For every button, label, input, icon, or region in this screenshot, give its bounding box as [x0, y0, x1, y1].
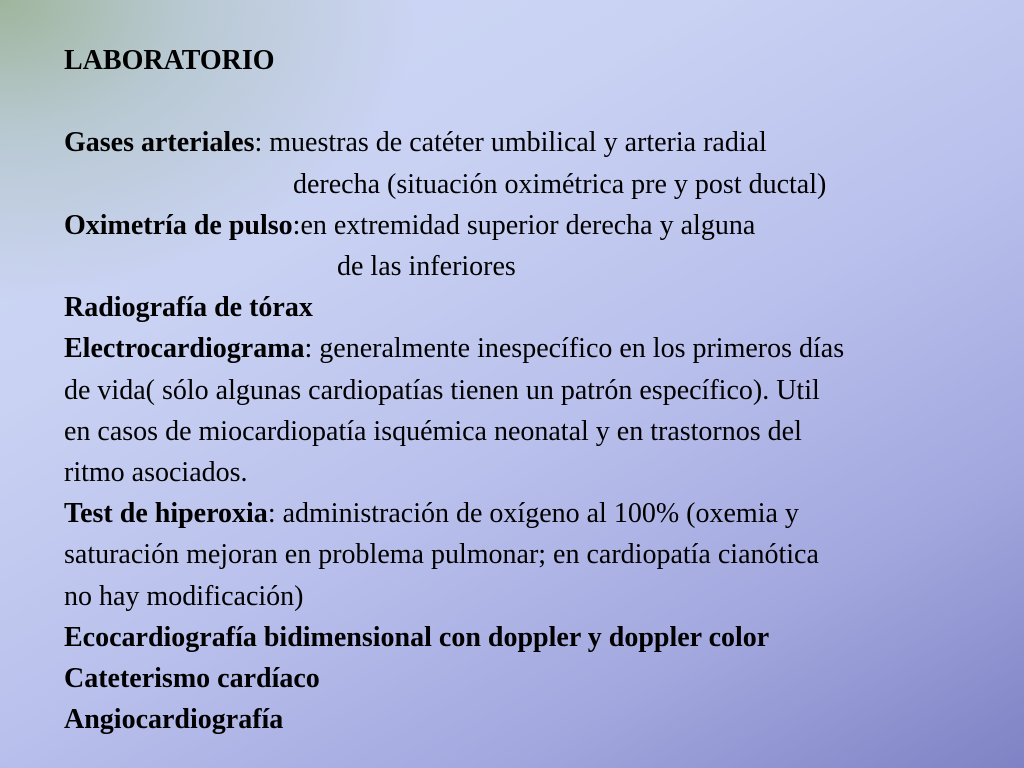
oximetria-term: Oximetría de pulso — [64, 209, 293, 241]
angio-term: Angiocardiografía — [64, 704, 284, 736]
eco-term: Ecocardiografía bidimensional con doppler y doppler color — [64, 621, 770, 653]
gases-term: Gases arteriales — [64, 127, 255, 159]
ecg-line-4: ritmo asociados. — [64, 457, 248, 489]
oximetria-line-1 — [64, 205, 1019, 246]
ecg-line-2: de vida( sólo algunas cardiopatías tienen un patrón específico). Util — [64, 374, 820, 406]
slide-content — [64, 40, 1019, 740]
ecg-text: : generalmente inespecífico en los primeros días — [304, 333, 845, 365]
hiperoxia-line-3: no hay modificación) — [64, 580, 304, 612]
oximetria-text: :en extremidad superior derecha y alguna — [292, 209, 756, 241]
radiografia-term: Radiografía de tórax — [64, 292, 313, 324]
cateterismo-term: Cateterismo cardíaco — [64, 663, 320, 695]
hiperoxia-text: : administración de oxígeno al 100% (oxemia y — [267, 498, 799, 530]
hiperoxia-line-2: saturación mejoran en problema pulmonar; en cardiopatía cianótica — [64, 539, 819, 571]
gases-text: : muestras de catéter umbilical y arteria radial — [254, 127, 767, 159]
ecg-line-1 — [64, 328, 1019, 369]
ecg-line-3: en casos de miocardiopatía isquémica neonatal y en trastornos del — [64, 415, 802, 447]
hiperoxia-line-1 — [64, 493, 1019, 534]
hiperoxia-term: Test de hiperoxia — [64, 498, 268, 530]
gases-line-1 — [64, 122, 1019, 163]
slide-title: LABORATORIO — [64, 45, 275, 76]
ecg-term: Electrocardiograma — [64, 333, 305, 365]
gases-line-2: derecha (situación oximétrica pre y post ductal) — [293, 168, 827, 200]
blank-line — [64, 81, 1019, 122]
oximetria-line-2: de las inferiores — [337, 251, 516, 282]
